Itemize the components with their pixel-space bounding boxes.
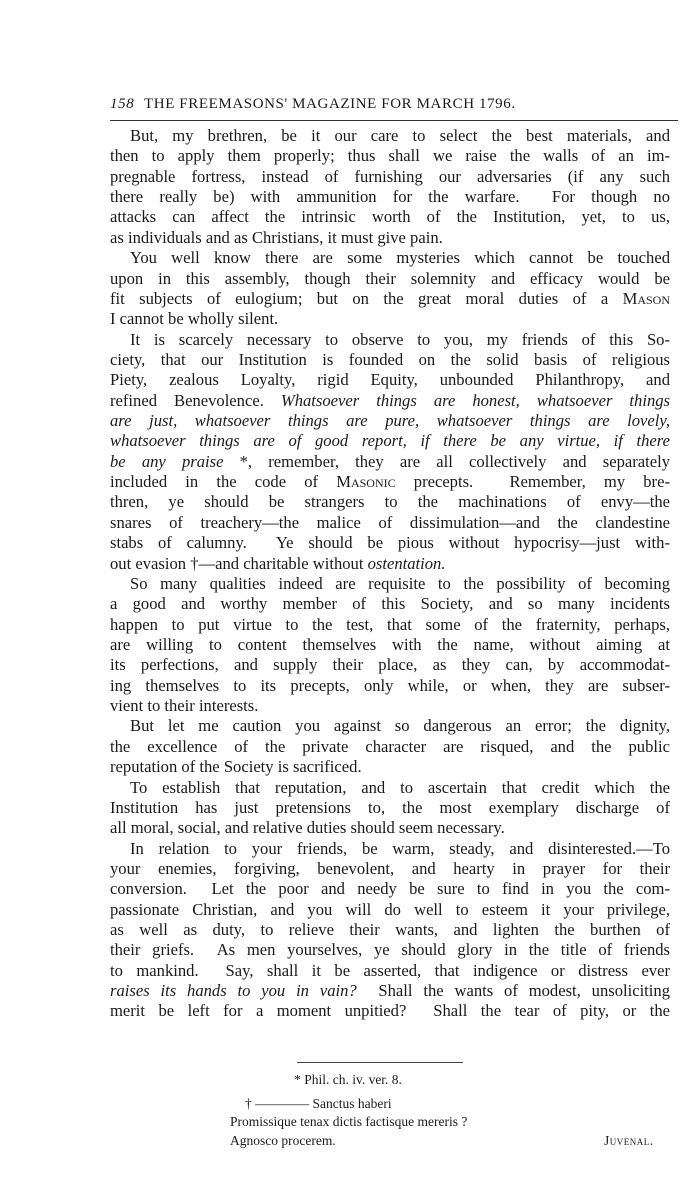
article-body (110, 126, 670, 1022)
text-line (110, 452, 670, 472)
text-segment: as well as duty, to relieve their wants, and lighten the burthen of (110, 920, 670, 940)
paragraph (110, 778, 670, 839)
text-line (110, 492, 670, 512)
text-segment: stabs of calumny. Ye should be pious without hypocrisy—just with- (110, 533, 670, 553)
italic-text: are just, whatsoever things are pure, whatsoever things are lovely, (110, 411, 670, 431)
text-segment: To establish that reputation, and to ascertain that credit which the (130, 777, 670, 797)
text-segment: ciety, that our Institution is founded on the solid basis of religious (110, 349, 670, 369)
text-segment: happen to put virtue to the test, that some of the fraternity, perhaps, (110, 614, 670, 634)
text-segment: are willing to content themselves with the name, without aiming at (110, 634, 670, 654)
text-segment: But, my brethren, be it our care to select the best materials, and (130, 126, 670, 145)
text-segment: You well know there are some mysteries which cannot be touched (130, 248, 670, 268)
text-segment: vient to their interests. (110, 696, 259, 716)
text-line (110, 187, 670, 207)
text-line (110, 207, 670, 227)
text-line (110, 940, 670, 960)
text-line (110, 330, 670, 350)
text-line (110, 309, 670, 329)
text-line (110, 1001, 670, 1021)
text-segment: attacks can affect the intrinsic worth of the Institution, yet, to us, (110, 207, 670, 227)
text-segment: its perfections, and supply their place, as they can, by accommodat- (110, 655, 670, 675)
text-line (110, 961, 670, 981)
text-line (110, 594, 670, 614)
text-segment: out evasion †—and charitable without (110, 553, 368, 573)
text-segment: included in the code of (110, 472, 337, 492)
text-line (110, 533, 670, 553)
text-line (110, 981, 670, 1001)
text-line (110, 900, 670, 920)
text-segment: the excellence of the private character are risqued, and the public (110, 736, 670, 756)
text-segment: all moral, social, and relative duties should seem necessary. (110, 818, 505, 838)
text-segment: then to apply them properly; thus shall we raise the walls of an im- (110, 146, 670, 166)
text-segment: So many qualities indeed are requisite to the possibility of becoming (130, 573, 670, 593)
text-line (110, 635, 670, 655)
text-segment: passionate Christian, and you will do well to esteem it your privilege, (110, 899, 670, 919)
text-line (110, 391, 670, 411)
small-caps-text: Masonic (336, 472, 396, 492)
text-line (110, 920, 670, 940)
text-line (110, 839, 670, 859)
text-line (110, 737, 670, 757)
text-segment: Institution has just pretensions to, the most exemplary discharge of (110, 797, 670, 817)
paragraph (110, 248, 670, 329)
running-title: THE FREEMASONS' MAGAZINE FOR MARCH 1796. (144, 96, 516, 112)
text-segment: Shall the wants of modest, unsoliciting (356, 981, 670, 1001)
text-line (110, 818, 670, 838)
italic-text: ostentation. (367, 553, 446, 573)
text-segment: But let me caution you against so dangerous an error; the dignity, (130, 716, 670, 736)
footnote-attribution: Juvenal. (604, 1133, 654, 1148)
paragraph (110, 126, 670, 248)
footnote-star: * Phil. ch. iv. ver. 8. (294, 1072, 402, 1087)
text-line (110, 798, 670, 818)
italic-text: whatsoever things are of good report, if there be any virtue, if there (110, 431, 670, 451)
text-line (110, 655, 670, 675)
text-segment: It is scarcely necessary to observe to you, my friends of this So- (130, 329, 670, 349)
small-caps-text: Mason (622, 288, 670, 308)
text-line (110, 370, 670, 390)
text-line (110, 289, 670, 309)
text-line (110, 696, 670, 716)
text-segment: there really be) with ammunition for the warfare. For though no (110, 187, 670, 207)
text-segment: ing themselves to its precepts, only while, or when, they are subser- (110, 675, 670, 695)
text-segment: as individuals and as Christians, it must give pain. (110, 227, 443, 247)
text-segment: merit be left for a moment unpitied? Shall the tear of pity, or the (110, 1001, 670, 1021)
text-line (110, 676, 670, 696)
text-line (110, 126, 670, 146)
text-segment: snares of treachery—the malice of dissimulation—and the clandestine (110, 512, 670, 532)
footnote-rule (297, 1062, 463, 1063)
page-number: 158 (110, 96, 135, 112)
text-line (110, 248, 670, 268)
italic-text: raises its hands to you in vain? (110, 981, 357, 1001)
italic-text: be any praise (110, 451, 224, 471)
text-line (110, 269, 670, 289)
paragraph (110, 574, 670, 717)
running-header (110, 96, 670, 118)
text-line (110, 513, 670, 533)
italic-text: Whatsoever things are honest, whatsoever things (280, 390, 670, 410)
text-segment: I cannot be wholly silent. (110, 309, 279, 329)
text-line (110, 472, 670, 492)
footnote-dagger-line-2: Promissique tenax dictis factisque mereris ? (230, 1114, 468, 1129)
text-line (110, 716, 670, 736)
header-rule (110, 120, 678, 121)
text-segment: their griefs. As men yourselves, ye should glory in the title of friends (110, 940, 670, 960)
text-segment: Piety, zealous Loyalty, rigid Equity, unbounded Philanthropy, and (110, 370, 670, 390)
footnote-dagger-line-3: Agnosco procerem. (230, 1133, 336, 1148)
text-line (110, 411, 670, 431)
text-line (110, 146, 670, 166)
text-segment: refined Benevolence. (110, 390, 281, 410)
text-line (110, 350, 670, 370)
text-segment: conversion. Let the poor and needy be sure to find in you the com- (110, 879, 670, 899)
text-line (110, 431, 670, 451)
text-line (110, 554, 670, 574)
text-segment: your enemies, forgiving, benevolent, and hearty in prayer for their (110, 858, 670, 878)
text-segment: upon in this assembly, though their solemnity and efficacy would be (110, 268, 670, 288)
paragraph (110, 716, 670, 777)
text-line (110, 757, 670, 777)
text-segment: reputation of the Society is sacrificed. (110, 757, 362, 777)
text-line (110, 778, 670, 798)
text-segment: fit subjects of eulogium; but on the great moral duties of a (110, 288, 623, 308)
text-segment: a good and worthy member of this Society, and so many incidents (110, 594, 670, 614)
text-segment: precepts. Remember, my bre- (395, 472, 670, 492)
text-line (110, 574, 670, 594)
text-segment: *, remember, they are all collectively and separately (223, 451, 671, 471)
text-line (110, 879, 670, 899)
text-segment: In relation to your friends, be warm, steady, and disinterested.—To (130, 838, 670, 858)
text-line (110, 228, 670, 248)
text-line (110, 859, 670, 879)
text-line (110, 615, 670, 635)
text-segment: thren, ye should be strangers to the machinations of envy—the (110, 492, 670, 512)
paragraph (110, 839, 670, 1022)
paragraph (110, 330, 670, 574)
text-line (110, 167, 670, 187)
text-segment: pregnable fortress, instead of furnishing our adversaries (if any such (110, 166, 670, 186)
text-segment: to mankind. Say, shall it be asserted, that indigence or distress ever (110, 960, 670, 980)
footnote-dagger-line-1: † ———— Sanctus haberi (245, 1096, 392, 1111)
